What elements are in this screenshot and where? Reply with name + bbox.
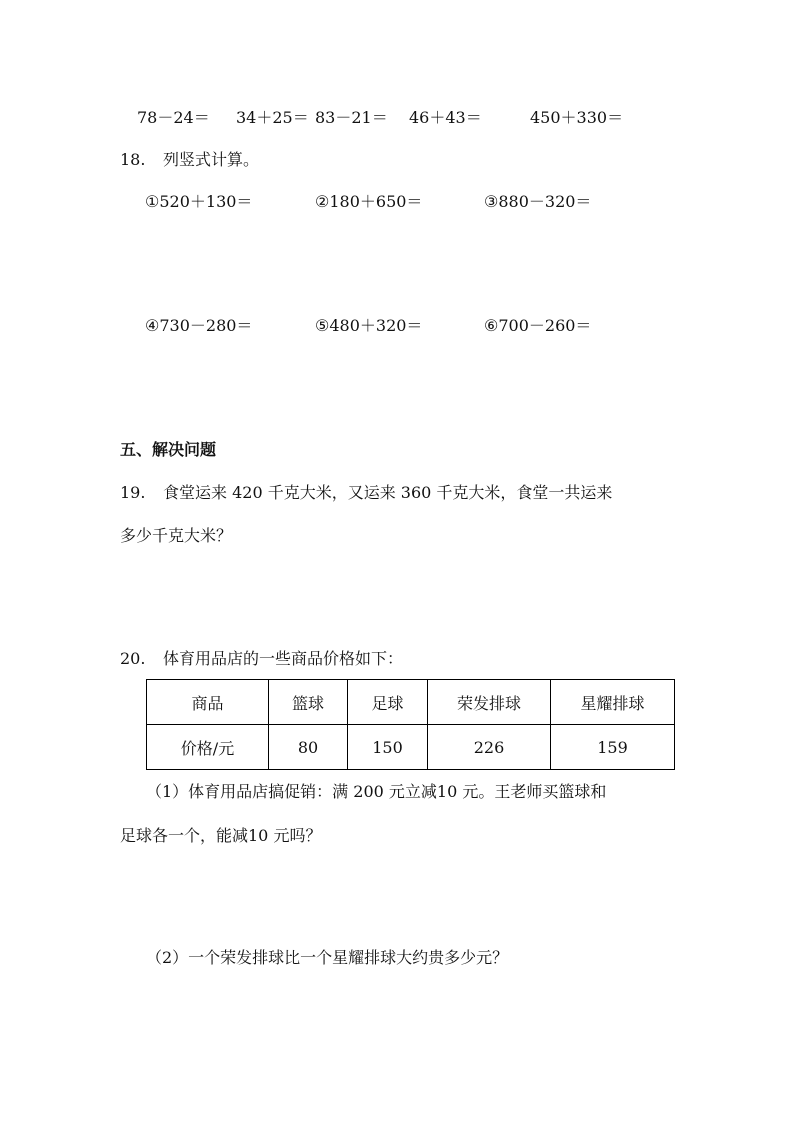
vertical-calc-6: ⑥700－260＝ — [484, 316, 592, 335]
expression-3: 83－21＝ — [315, 108, 388, 127]
sub-question-1-line1: （1）体育用品店搞促销：满 200 元立减10 元。王老师买篮球和 — [146, 782, 607, 801]
question-20-number: 20. — [120, 649, 146, 668]
sub-question-2: （2）一个荣发排球比一个星耀排球大约贵多少元？ — [146, 948, 509, 967]
sub-question-1-line2: 足球各一个，能减10 元吗？ — [120, 826, 322, 845]
table-header-row — [147, 680, 675, 725]
question-18-text: 列竖式计算。 — [163, 150, 260, 169]
section-title: 五、解决问题 — [120, 440, 217, 459]
vertical-calc-3: ③880－320＝ — [484, 192, 592, 211]
expression-5: 450＋330＝ — [530, 108, 624, 127]
table-cell: 价格/元 — [147, 725, 269, 770]
table-header-cell: 星耀排球 — [551, 680, 675, 725]
price-table — [146, 679, 675, 770]
question-19-number: 19. — [120, 483, 146, 502]
table-header-cell: 荣发排球 — [428, 680, 551, 725]
expression-1: 78－24＝ — [137, 108, 210, 127]
table-cell: 150 — [348, 725, 428, 770]
expression-4: 46＋43＝ — [409, 108, 482, 127]
question-19-line1: 食堂运来 420 千克大米，又运来 360 千克大米，食堂一共运来 — [163, 483, 613, 502]
vertical-calc-1: ①520＋130＝ — [145, 192, 253, 211]
vertical-calc-4: ④730－280＝ — [145, 316, 253, 335]
table-cell: 159 — [551, 725, 675, 770]
table-header-cell: 足球 — [348, 680, 428, 725]
question-18-number: 18. — [120, 150, 146, 169]
vertical-calc-5: ⑤480＋320＝ — [315, 316, 423, 335]
table-header-cell: 商品 — [147, 680, 269, 725]
question-20-text: 体育用品店的一些商品价格如下： — [163, 649, 404, 668]
vertical-calc-2: ②180＋650＝ — [315, 192, 423, 211]
table-header-cell: 篮球 — [269, 680, 348, 725]
question-19-line2: 多少千克大米？ — [120, 526, 233, 545]
expression-2: 34＋25＝ — [236, 108, 309, 127]
table-cell: 226 — [428, 725, 551, 770]
table-cell: 80 — [269, 725, 348, 770]
table-row — [147, 725, 675, 770]
